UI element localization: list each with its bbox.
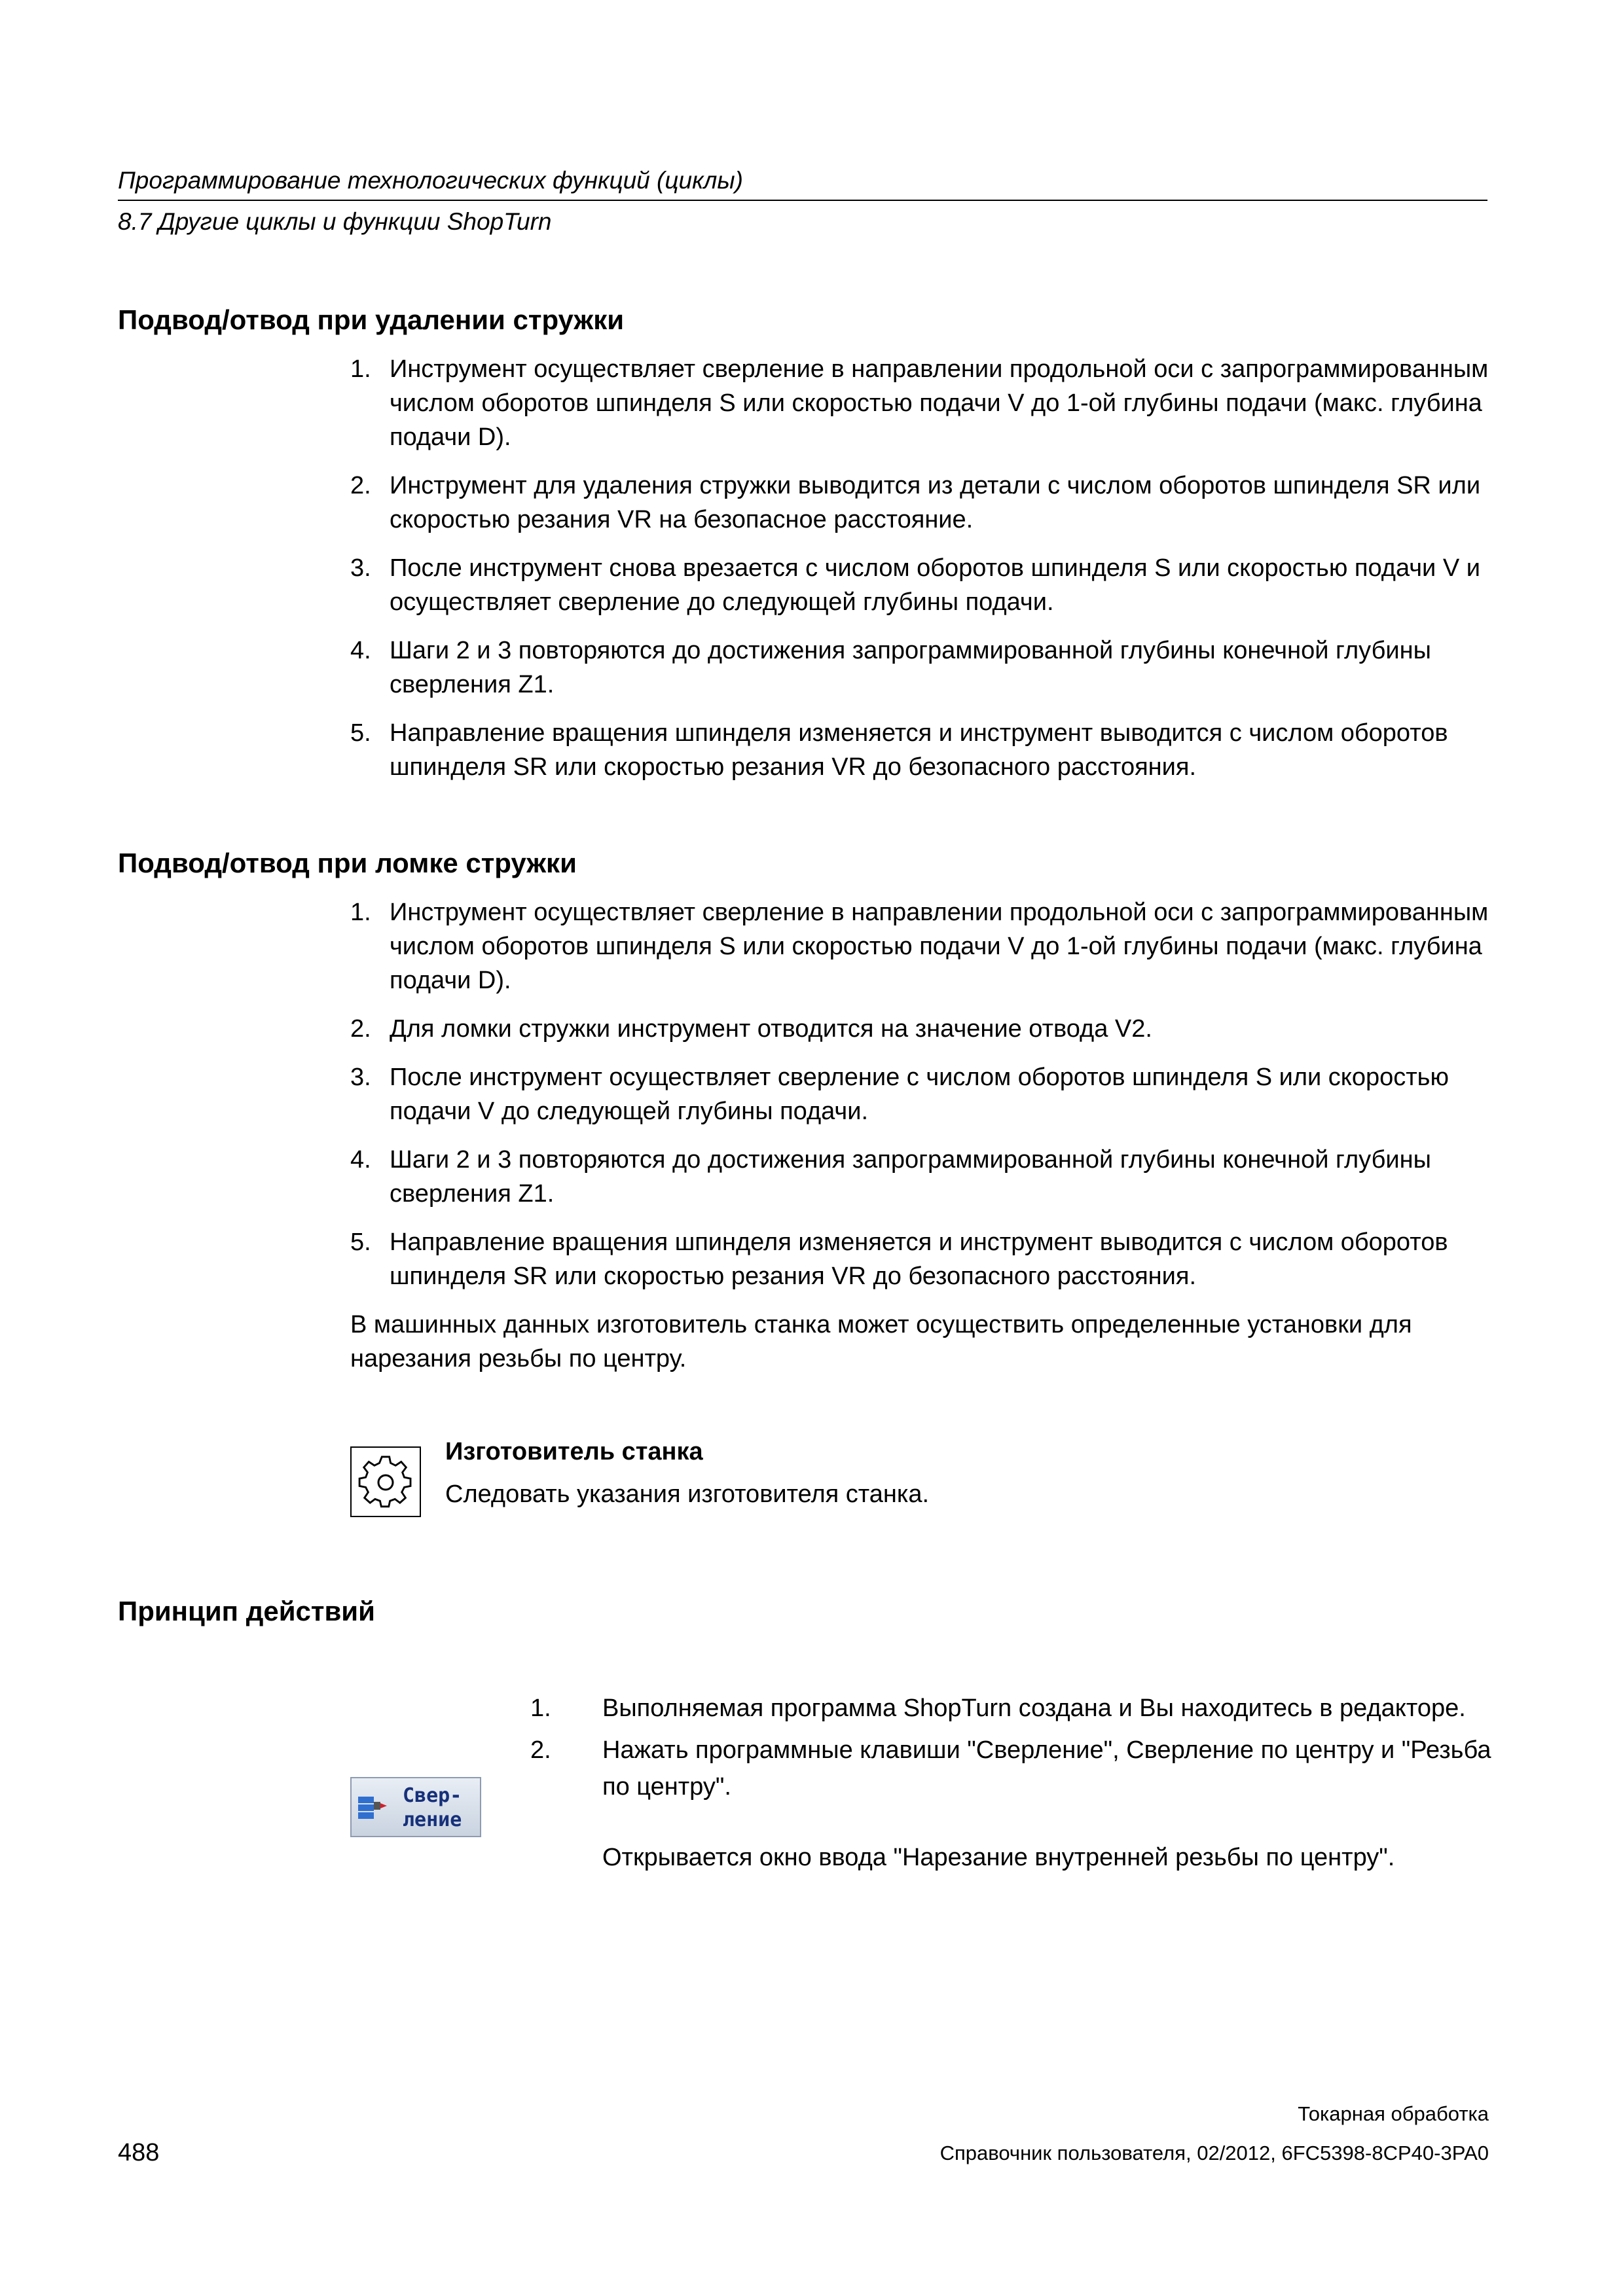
note-text: Следовать указания изготовителя станка.	[445, 1480, 930, 1508]
softkey-label-line2: ление	[403, 1808, 462, 1831]
gear-icon	[350, 1446, 421, 1517]
procedure-steps	[524, 1690, 1493, 1805]
list-item: 4. Шаги 2 и 3 повторяются до достижения запрограммированной глубины конечной глубины сверления Z1.	[350, 637, 1431, 698]
drill-icon	[357, 1793, 390, 1824]
page-number: 488	[118, 2139, 160, 2166]
machine-data-paragraph: В машинных данных изготовитель станка может осуществить определенные установки для нарезания резьбы по центру.	[350, 1311, 1412, 1372]
running-header-section: 8.7 Другие циклы и функции ShopTurn	[118, 208, 552, 235]
drilling-softkey[interactable]	[350, 1777, 481, 1837]
list-item: 1. Выполняемая программа ShopTurn создана и Вы находитесь в редакторе.	[530, 1695, 1466, 1722]
list-item: 2. Нажать программные клавиши "Сверление", Сверление по центру и "Резьба по центру".	[530, 1736, 1491, 1801]
list-item: 4. Шаги 2 и 3 повторяются до достижения запрограммированной глубины конечной глубины сверления Z1.	[350, 1146, 1431, 1208]
section-title-chip-breaking: Подвод/отвод при ломке стружки	[118, 848, 577, 878]
procedure-result-text: Открывается окно ввода "Нарезание внутренней резьбы по центру".	[602, 1844, 1395, 1871]
list-item: 5. Направление вращения шпинделя изменяется и инструмент выводится с числом оборотов шпинделя SR или скоростью резания VR до безопасного расстояния.	[350, 1229, 1448, 1290]
list-item: 1. Инструмент осуществляет сверление в направлении продольной оси с запрограммированным числом оборотов шпинделя S или скоростью подачи V до 1-ой глубины подачи (макс. глубина подачи D).	[350, 899, 1489, 994]
footer-book-title: Токарная обработка	[1298, 2102, 1489, 2125]
chip-breaking-steps	[350, 895, 1493, 1308]
list-item: 2. Для ломки стружки инструмент отводится на значение отвода V2.	[350, 1015, 1152, 1043]
softkey-label-line1: Свер-	[403, 1784, 462, 1807]
chip-removal-steps	[350, 352, 1493, 798]
list-item: 5. Направление вращения шпинделя изменяется и инструмент выводится с числом оборотов шпинделя SR или скоростью резания VR до безопасного расстояния.	[350, 719, 1448, 781]
section-title-procedure: Принцип действий	[118, 1596, 375, 1626]
list-item: 3. После инструмент осуществляет сверление с числом оборотов шпинделя S или скоростью подачи V до следующей глубины подачи.	[350, 1064, 1449, 1125]
list-item: 1. Инструмент осуществляет сверление в направлении продольной оси с запрограммированным числом оборотов шпинделя S или скоростью подачи V до 1-ой глубины подачи (макс. глубина подачи D).	[350, 355, 1489, 451]
section-title-chip-removal: Подвод/отвод при удалении стружки	[118, 304, 625, 335]
list-item: 2. Инструмент для удаления стружки выводится из детали с числом оборотов шпинделя SR или скоростью резания VR на безопасное расстояние.	[350, 472, 1481, 533]
running-header-chapter: Программирование технологических функций (циклы)	[118, 167, 743, 194]
header-rule	[118, 200, 1487, 201]
note-title: Изготовитель станка	[445, 1438, 703, 1465]
footer-reference: Справочник пользователя, 02/2012, 6FC5398-8CP40-3PA0	[939, 2142, 1489, 2164]
list-item: 3. После инструмент снова врезается с числом оборотов шпинделя S или скоростью подачи V и осуществляет сверление до следующей глубины подачи.	[350, 554, 1480, 616]
